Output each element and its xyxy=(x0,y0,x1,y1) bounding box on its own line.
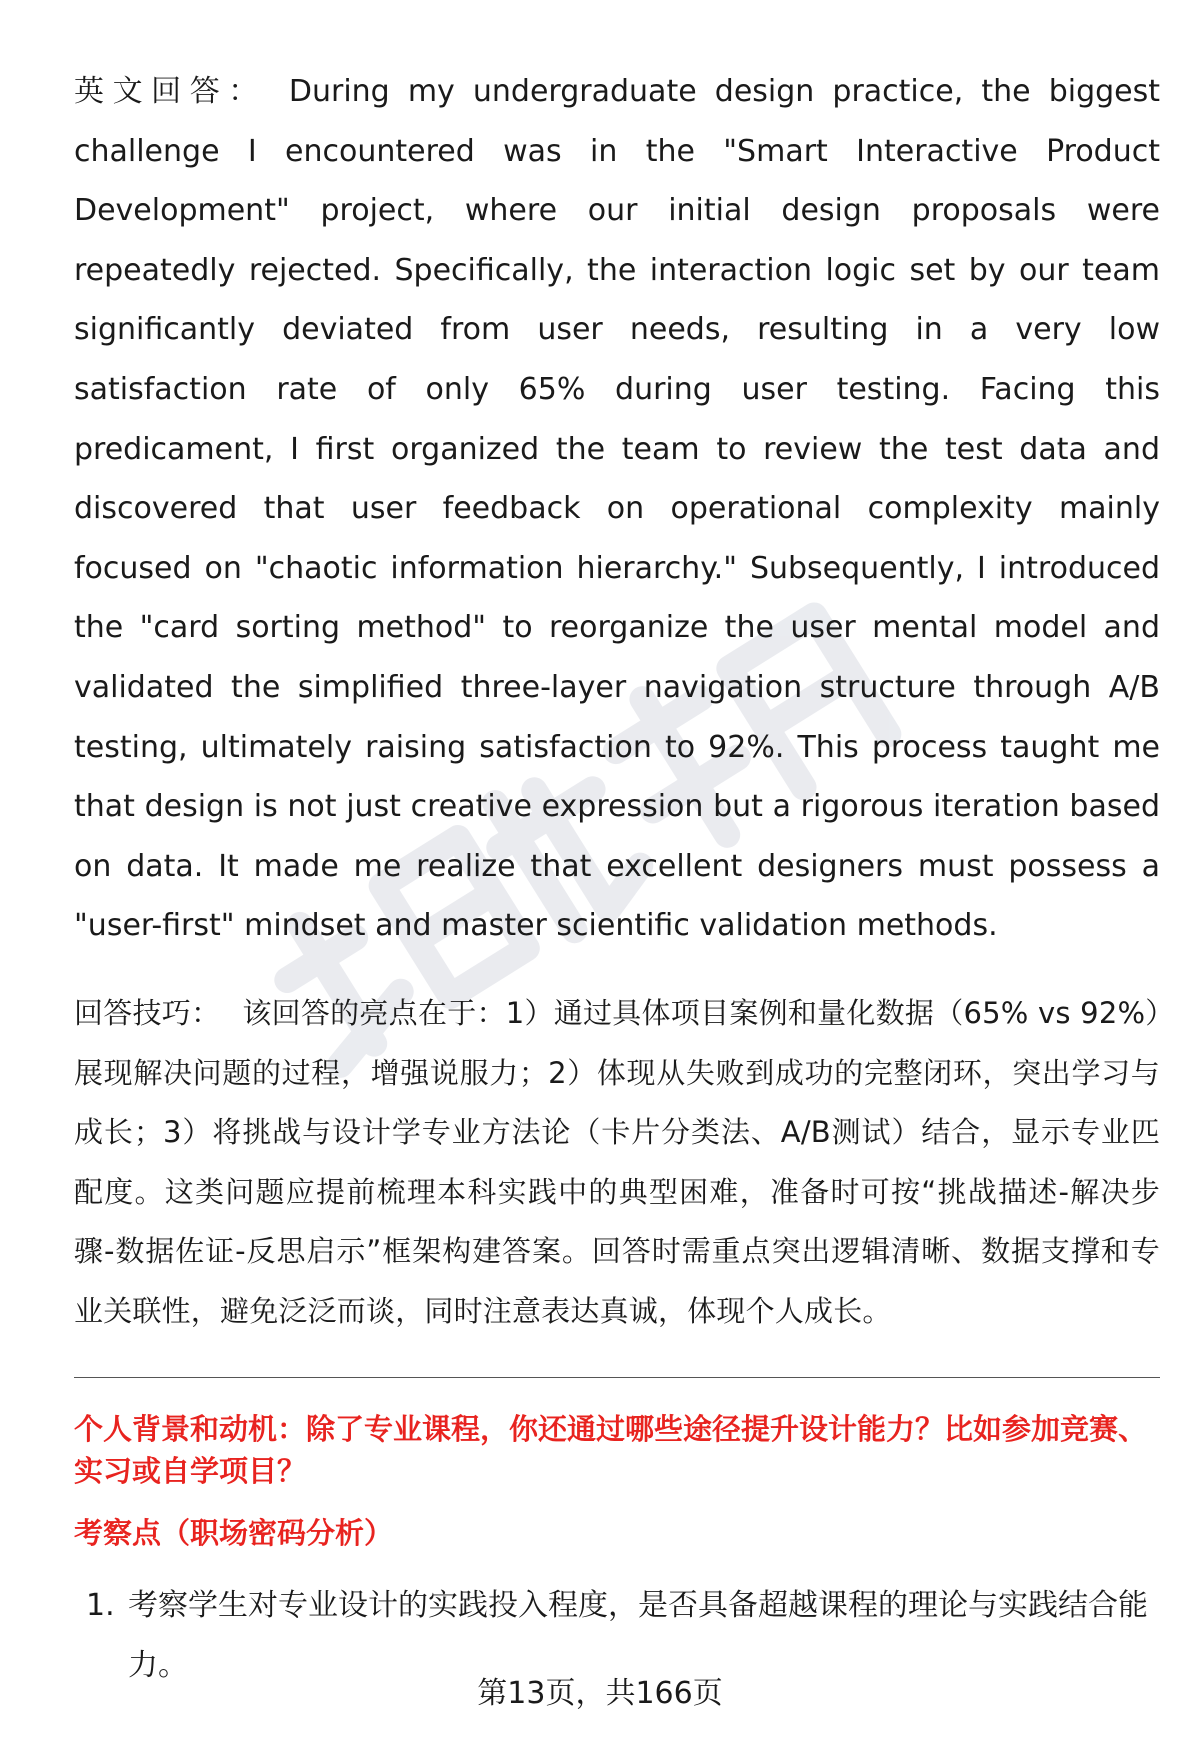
english-answer-text: During my undergraduate design practice, the biggest challenge I encountered was in the "Smart Interactive Product Development" project, where our initial design proposals were repeatedly rejected. Specifically, the interaction logic set by our team significantly deviated from user needs, resulting in a very low satisfaction rate of only 65% during user testing. Facing this predicament, I first organized the team to review the test data and discovered that user feedback on operational complexity mainly focused on "chaotic information hierarchy." Subsequently, I introduced the "card sorting method" to reorganize the user mental model and validated the simplified three-layer navigation structure through A/B testing, ultimately raising satisfaction to 92%. This process taught me that design is not just creative expression but a rigorous iteration based on data. It made me realize that excellent designers must possess a "user-first" mindset and master scientific validation methods. xyxy=(74,74,1161,944)
english-answer-label: 英文回答： xyxy=(74,74,267,109)
main-content xyxy=(74,62,1160,1696)
assessment-points-heading: 考察点（职场密码分析） xyxy=(74,1516,394,1551)
question-heading: 个人背景和动机：除了专业课程，你还通过哪些途径提升设计能力？比如参加竞赛、实习或自学项目？ xyxy=(74,1412,1148,1489)
english-answer-paragraph xyxy=(74,62,1160,956)
answer-tips-text: 该回答的亮点在于：1）通过具体项目案例和量化数据（65% vs 92%）展现解决问题的过程，增强说服力；2）体现从失败到成功的完整闭环，突出学习与成长；3）将挑战与设计学专业方法论（卡片分类法、A/B测试）结合，显示专业匹配度。这类问题应提前梳理本科实践中的典型困难，准备时可按“挑战描述-解决步骤-数据佐证-反思启示”框架构建答案。回答时需重点突出逻辑清晰、数据支撑和专业关联性，避免泛泛而谈，同时注意表达真诚，体现个人成长。 xyxy=(74,995,1160,1328)
answer-tips-label: 回答技巧： xyxy=(74,995,221,1030)
list-item-text: 考察学生对专业设计的实践投入程度，是否具备超越课程的理论与实践结合能力。 xyxy=(128,1588,1148,1684)
page-footer: 第13页，共166页 xyxy=(477,1676,723,1711)
answer-tips-paragraph xyxy=(74,984,1160,1342)
section-divider xyxy=(74,1377,1160,1378)
list-item-number: 1. xyxy=(86,1588,115,1624)
